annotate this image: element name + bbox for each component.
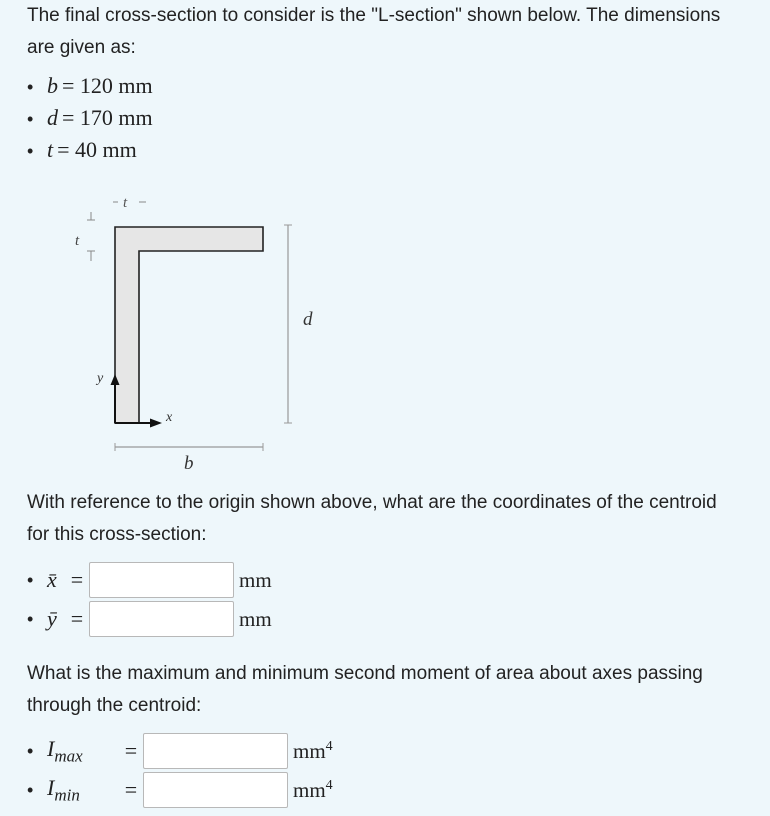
bullet-icon: • bbox=[27, 109, 34, 129]
bullet-icon: • bbox=[27, 77, 34, 97]
dimension-symbol: d bbox=[47, 105, 58, 130]
bullet-icon: • bbox=[27, 779, 34, 800]
x-bar-input[interactable] bbox=[89, 562, 234, 598]
intro-line-2: are given as: bbox=[27, 37, 136, 58]
bullet-icon: • bbox=[27, 141, 34, 161]
i-min-row bbox=[27, 770, 333, 810]
dimension-symbol: b bbox=[47, 73, 58, 98]
x-bar-symbol: x̄ bbox=[47, 567, 57, 592]
intro-line-1: The final cross-section to consider is the "L-section" shown below. The dimensions bbox=[27, 5, 721, 26]
moment-question-line-1: What is the maximum and minimum second moment of area about axes passing bbox=[27, 663, 703, 684]
dimension-value: = 170 mm bbox=[62, 105, 153, 130]
d-dimension bbox=[284, 225, 313, 423]
b-label: b bbox=[184, 453, 194, 474]
i-max-symbol: $I_{max}$ bbox=[47, 735, 83, 766]
y-bar-unit: mm bbox=[239, 606, 272, 631]
y-bar-symbol: ȳ bbox=[47, 606, 57, 631]
t-top-label: t bbox=[123, 195, 128, 211]
moment-question-line-2: through the centroid: bbox=[27, 695, 202, 716]
dimension-b bbox=[27, 70, 153, 102]
equals-sign: = bbox=[124, 738, 138, 763]
equals-sign: = bbox=[70, 567, 84, 592]
centroid-y-row bbox=[27, 599, 272, 639]
dimension-symbol: t bbox=[47, 137, 54, 162]
centroid-question-line-2: for this cross-section: bbox=[27, 524, 207, 545]
l-section-figure bbox=[60, 185, 320, 485]
i-min-input[interactable] bbox=[143, 772, 288, 808]
centroid-question bbox=[27, 487, 762, 551]
intro-text bbox=[27, 0, 762, 64]
b-dimension bbox=[115, 443, 263, 474]
centroid-question-line-1: With reference to the origin shown above, what are the coordinates of the centroid bbox=[27, 492, 717, 513]
d-label: d bbox=[303, 309, 313, 330]
y-axis-label: y bbox=[97, 371, 104, 386]
dimension-value: = 120 mm bbox=[62, 73, 153, 98]
t-top-dimension bbox=[113, 195, 146, 211]
bullet-icon: • bbox=[27, 608, 34, 629]
dimension-t bbox=[27, 134, 153, 166]
i-min-symbol: $I_{min}$ bbox=[47, 774, 80, 805]
equals-sign: = bbox=[70, 606, 84, 631]
i-min-unit: $mm^4$ bbox=[293, 777, 333, 802]
l-section-shape bbox=[115, 227, 263, 423]
moment-question bbox=[27, 658, 762, 722]
i-max-row bbox=[27, 731, 333, 771]
dimension-value: = 40 mm bbox=[57, 137, 137, 162]
centroid-x-row bbox=[27, 560, 272, 600]
x-axis-label: x bbox=[166, 410, 173, 425]
t-side-label: t bbox=[75, 233, 80, 249]
y-axis-arrow bbox=[95, 371, 120, 423]
dimension-d bbox=[27, 102, 153, 134]
i-max-input[interactable] bbox=[143, 733, 288, 769]
x-bar-unit: mm bbox=[239, 567, 272, 592]
y-bar-input[interactable] bbox=[89, 601, 234, 637]
t-left-dimension bbox=[75, 212, 95, 261]
bullet-icon: • bbox=[27, 740, 34, 761]
dimensions-list bbox=[27, 70, 153, 166]
i-max-unit: $mm^4$ bbox=[293, 738, 333, 763]
equals-sign: = bbox=[124, 777, 138, 802]
bullet-icon: • bbox=[27, 569, 34, 590]
